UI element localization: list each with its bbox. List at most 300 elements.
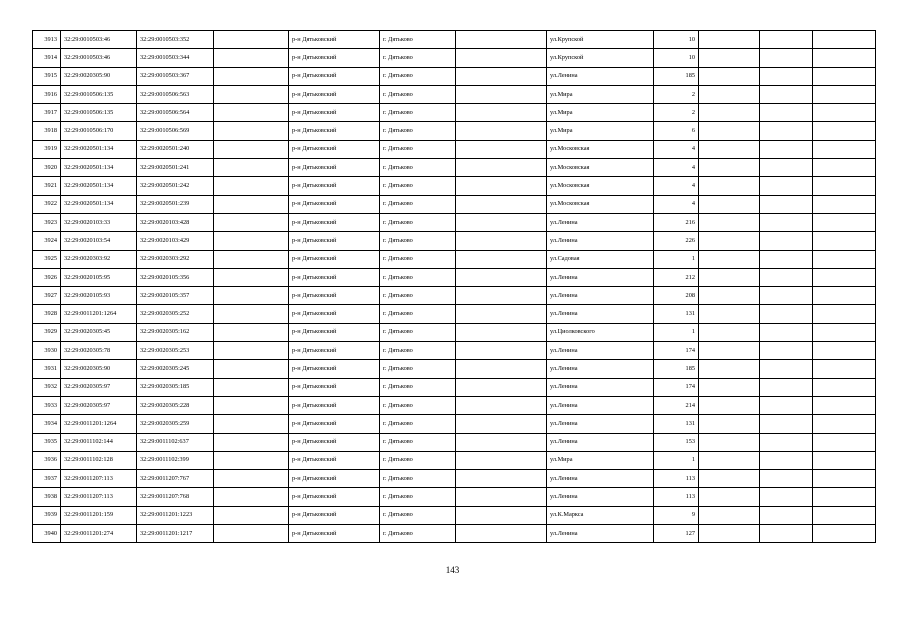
object-cadastral-number-cell: 32:29:0011207:767 [137, 470, 214, 488]
empty-cell [760, 433, 813, 451]
cadastral-number-cell: 32:29:0020103:33 [61, 213, 137, 231]
row-number-cell: 3928 [33, 305, 61, 323]
empty-cell [699, 232, 760, 250]
cadastral-number-cell: 32:29:0020303:92 [61, 250, 137, 268]
district-cell: р-н Дятьковский [289, 159, 380, 177]
district-cell: р-н Дятьковский [289, 451, 380, 469]
cadastral-number-cell: 32:29:0020105:95 [61, 268, 137, 286]
cadastral-number-cell: 32:29:0011201:274 [61, 525, 137, 543]
empty-cell [214, 506, 289, 524]
empty-cell [214, 287, 289, 305]
house-number-cell: 214 [654, 396, 699, 414]
cadastral-number-cell: 32:29:0011207:113 [61, 488, 137, 506]
street-cell: ул.Крупской [547, 31, 654, 49]
empty-cell [813, 213, 876, 231]
empty-cell [456, 305, 547, 323]
table-row [33, 177, 876, 195]
house-number-cell: 208 [654, 287, 699, 305]
empty-cell [699, 287, 760, 305]
cadastral-number-cell: 32:29:0020305:45 [61, 323, 137, 341]
table-row [33, 250, 876, 268]
street-cell: ул.Московская [547, 177, 654, 195]
street-cell: ул.Ленина [547, 470, 654, 488]
empty-cell [760, 488, 813, 506]
empty-cell [456, 451, 547, 469]
street-cell: ул.Ленина [547, 268, 654, 286]
empty-cell [813, 378, 876, 396]
locality-cell: г. Дятьково [380, 232, 456, 250]
empty-cell [214, 31, 289, 49]
district-cell: р-н Дятьковский [289, 287, 380, 305]
empty-cell [760, 67, 813, 85]
empty-cell [699, 195, 760, 213]
empty-cell [214, 323, 289, 341]
empty-cell [699, 122, 760, 140]
object-cadastral-number-cell: 32:29:0020501:240 [137, 140, 214, 158]
locality-cell: г. Дятьково [380, 122, 456, 140]
empty-cell [813, 140, 876, 158]
locality-cell: г. Дятьково [380, 415, 456, 433]
row-number-cell: 3939 [33, 506, 61, 524]
object-cadastral-number-cell: 32:29:0010506:564 [137, 104, 214, 122]
empty-cell [214, 49, 289, 67]
district-cell: р-н Дятьковский [289, 213, 380, 231]
cadastral-number-cell: 32:29:0010503:46 [61, 49, 137, 67]
cadastral-number-cell: 32:29:0010506:170 [61, 122, 137, 140]
empty-cell [456, 396, 547, 414]
house-number-cell: 4 [654, 159, 699, 177]
house-number-cell: 185 [654, 360, 699, 378]
table-row [33, 451, 876, 469]
empty-cell [760, 268, 813, 286]
street-cell: ул.Московская [547, 195, 654, 213]
row-number-cell: 3921 [33, 177, 61, 195]
object-cadastral-number-cell: 32:29:0010506:563 [137, 85, 214, 103]
empty-cell [760, 378, 813, 396]
cadastral-number-cell: 32:29:0020305:97 [61, 396, 137, 414]
empty-cell [456, 287, 547, 305]
empty-cell [699, 378, 760, 396]
street-cell: ул.Крупской [547, 49, 654, 67]
empty-cell [456, 104, 547, 122]
empty-cell [456, 122, 547, 140]
empty-cell [699, 451, 760, 469]
table-row [33, 323, 876, 341]
district-cell: р-н Дятьковский [289, 525, 380, 543]
empty-cell [760, 232, 813, 250]
empty-cell [813, 433, 876, 451]
house-number-cell: 1 [654, 323, 699, 341]
locality-cell: г. Дятьково [380, 67, 456, 85]
house-number-cell: 185 [654, 67, 699, 85]
locality-cell: г. Дятьково [380, 213, 456, 231]
empty-cell [760, 342, 813, 360]
empty-cell [214, 195, 289, 213]
table-row [33, 195, 876, 213]
district-cell: р-н Дятьковский [289, 433, 380, 451]
street-cell: ул.Ленина [547, 213, 654, 231]
empty-cell [456, 159, 547, 177]
object-cadastral-number-cell: 32:29:0020501:239 [137, 195, 214, 213]
empty-cell [699, 67, 760, 85]
empty-cell [456, 177, 547, 195]
house-number-cell: 153 [654, 433, 699, 451]
row-number-cell: 3932 [33, 378, 61, 396]
row-number-cell: 3940 [33, 525, 61, 543]
empty-cell [214, 104, 289, 122]
house-number-cell: 4 [654, 177, 699, 195]
street-cell: ул.Ленина [547, 396, 654, 414]
empty-cell [456, 415, 547, 433]
locality-cell: г. Дятьково [380, 287, 456, 305]
empty-cell [699, 396, 760, 414]
empty-cell [456, 85, 547, 103]
district-cell: р-н Дятьковский [289, 488, 380, 506]
cadastral-number-cell: 32:29:0011201:159 [61, 506, 137, 524]
empty-cell [214, 525, 289, 543]
object-cadastral-number-cell: 32:29:0011102:399 [137, 451, 214, 469]
row-number-cell: 3916 [33, 85, 61, 103]
empty-cell [813, 85, 876, 103]
row-number-cell: 3926 [33, 268, 61, 286]
empty-cell [699, 140, 760, 158]
street-cell: ул.Садовая [547, 250, 654, 268]
locality-cell: г. Дятьково [380, 525, 456, 543]
empty-cell [813, 451, 876, 469]
table-row [33, 378, 876, 396]
house-number-cell: 10 [654, 31, 699, 49]
table-row [33, 232, 876, 250]
object-cadastral-number-cell: 32:29:0020501:242 [137, 177, 214, 195]
object-cadastral-number-cell: 32:29:0020305:252 [137, 305, 214, 323]
street-cell: ул.Ленина [547, 305, 654, 323]
empty-cell [214, 232, 289, 250]
empty-cell [813, 415, 876, 433]
locality-cell: г. Дятьково [380, 433, 456, 451]
empty-cell [813, 195, 876, 213]
table-row [33, 49, 876, 67]
object-cadastral-number-cell: 32:29:0020303:292 [137, 250, 214, 268]
row-number-cell: 3913 [33, 31, 61, 49]
empty-cell [760, 104, 813, 122]
empty-cell [813, 104, 876, 122]
empty-cell [214, 67, 289, 85]
empty-cell [699, 213, 760, 231]
table-row [33, 104, 876, 122]
table-row [33, 305, 876, 323]
empty-cell [214, 85, 289, 103]
empty-cell [760, 49, 813, 67]
locality-cell: г. Дятьково [380, 49, 456, 67]
empty-cell [699, 305, 760, 323]
district-cell: р-н Дятьковский [289, 415, 380, 433]
street-cell: ул.Ленина [547, 287, 654, 305]
table-row [33, 360, 876, 378]
house-number-cell: 6 [654, 122, 699, 140]
street-cell: ул.Мира [547, 122, 654, 140]
empty-cell [760, 470, 813, 488]
table-row [33, 525, 876, 543]
house-number-cell: 226 [654, 232, 699, 250]
object-cadastral-number-cell: 32:29:0020105:357 [137, 287, 214, 305]
house-number-cell: 174 [654, 342, 699, 360]
empty-cell [699, 323, 760, 341]
object-cadastral-number-cell: 32:29:0020103:429 [137, 232, 214, 250]
empty-cell [214, 378, 289, 396]
empty-cell [760, 85, 813, 103]
table-row [33, 506, 876, 524]
street-cell: ул.Мира [547, 104, 654, 122]
empty-cell [214, 360, 289, 378]
district-cell: р-н Дятьковский [289, 177, 380, 195]
row-number-cell: 3936 [33, 451, 61, 469]
table-body [33, 31, 876, 543]
district-cell: р-н Дятьковский [289, 250, 380, 268]
table-row [33, 67, 876, 85]
object-cadastral-number-cell: 32:29:0011201:1217 [137, 525, 214, 543]
empty-cell [760, 525, 813, 543]
empty-cell [699, 177, 760, 195]
object-cadastral-number-cell: 32:29:0020105:356 [137, 268, 214, 286]
object-cadastral-number-cell: 32:29:0020501:241 [137, 159, 214, 177]
empty-cell [813, 250, 876, 268]
empty-cell [214, 305, 289, 323]
empty-cell [214, 451, 289, 469]
district-cell: р-н Дятьковский [289, 104, 380, 122]
empty-cell [214, 268, 289, 286]
empty-cell [813, 122, 876, 140]
locality-cell: г. Дятьково [380, 268, 456, 286]
empty-cell [456, 433, 547, 451]
district-cell: р-н Дятьковский [289, 342, 380, 360]
house-number-cell: 127 [654, 525, 699, 543]
district-cell: р-н Дятьковский [289, 85, 380, 103]
empty-cell [456, 195, 547, 213]
empty-cell [214, 159, 289, 177]
empty-cell [456, 488, 547, 506]
cadastral-number-cell: 32:29:0011102:128 [61, 451, 137, 469]
object-cadastral-number-cell: 32:29:0020305:245 [137, 360, 214, 378]
street-cell: ул.Московская [547, 140, 654, 158]
locality-cell: г. Дятьково [380, 104, 456, 122]
cadastral-number-cell: 32:29:0020305:90 [61, 67, 137, 85]
district-cell: р-н Дятьковский [289, 122, 380, 140]
house-number-cell: 131 [654, 415, 699, 433]
empty-cell [813, 232, 876, 250]
empty-cell [456, 323, 547, 341]
table-row [33, 213, 876, 231]
empty-cell [456, 470, 547, 488]
empty-cell [456, 525, 547, 543]
page-number: 143 [445, 565, 460, 575]
table-row [33, 31, 876, 49]
empty-cell [760, 122, 813, 140]
street-cell: ул.Московская [547, 159, 654, 177]
cadastral-number-cell: 32:29:0011201:1264 [61, 415, 137, 433]
row-number-cell: 3938 [33, 488, 61, 506]
empty-cell [456, 360, 547, 378]
district-cell: р-н Дятьковский [289, 305, 380, 323]
table-row [33, 287, 876, 305]
row-number-cell: 3935 [33, 433, 61, 451]
empty-cell [456, 342, 547, 360]
street-cell: ул.Ленина [547, 433, 654, 451]
empty-cell [813, 525, 876, 543]
empty-cell [699, 360, 760, 378]
object-cadastral-number-cell: 32:29:0020305:259 [137, 415, 214, 433]
table-row [33, 415, 876, 433]
cadastral-number-cell: 32:29:0020305:90 [61, 360, 137, 378]
cadastral-number-cell: 32:29:0020305:97 [61, 378, 137, 396]
object-cadastral-number-cell: 32:29:0020305:253 [137, 342, 214, 360]
row-number-cell: 3930 [33, 342, 61, 360]
street-cell: ул.Ленина [547, 525, 654, 543]
empty-cell [699, 104, 760, 122]
empty-cell [699, 49, 760, 67]
empty-cell [760, 159, 813, 177]
empty-cell [214, 213, 289, 231]
registry-table [32, 30, 876, 543]
street-cell: ул.Ленина [547, 67, 654, 85]
empty-cell [699, 433, 760, 451]
object-cadastral-number-cell: 32:29:0010506:569 [137, 122, 214, 140]
empty-cell [456, 49, 547, 67]
empty-cell [699, 342, 760, 360]
street-cell: ул.Циолковского [547, 323, 654, 341]
cadastral-number-cell: 32:29:0020105:93 [61, 287, 137, 305]
empty-cell [760, 195, 813, 213]
locality-cell: г. Дятьково [380, 177, 456, 195]
locality-cell: г. Дятьково [380, 159, 456, 177]
empty-cell [699, 415, 760, 433]
empty-cell [813, 488, 876, 506]
cadastral-number-cell: 32:29:0011207:113 [61, 470, 137, 488]
row-number-cell: 3937 [33, 470, 61, 488]
object-cadastral-number-cell: 32:29:0020305:185 [137, 378, 214, 396]
empty-cell [456, 213, 547, 231]
empty-cell [456, 506, 547, 524]
empty-cell [760, 360, 813, 378]
district-cell: р-н Дятьковский [289, 195, 380, 213]
street-cell: ул.Ленина [547, 378, 654, 396]
row-number-cell: 3927 [33, 287, 61, 305]
empty-cell [813, 396, 876, 414]
table-row [33, 122, 876, 140]
empty-cell [699, 31, 760, 49]
locality-cell: г. Дятьково [380, 85, 456, 103]
table-row [33, 159, 876, 177]
house-number-cell: 113 [654, 470, 699, 488]
row-number-cell: 3923 [33, 213, 61, 231]
district-cell: р-н Дятьковский [289, 232, 380, 250]
empty-cell [760, 31, 813, 49]
house-number-cell: 174 [654, 378, 699, 396]
district-cell: р-н Дятьковский [289, 506, 380, 524]
table-row [33, 488, 876, 506]
empty-cell [456, 250, 547, 268]
house-number-cell: 2 [654, 85, 699, 103]
house-number-cell: 216 [654, 213, 699, 231]
empty-cell [813, 360, 876, 378]
row-number-cell: 3920 [33, 159, 61, 177]
street-cell: ул.Мира [547, 451, 654, 469]
cadastral-number-cell: 32:29:0020305:78 [61, 342, 137, 360]
empty-cell [456, 140, 547, 158]
locality-cell: г. Дятьково [380, 396, 456, 414]
locality-cell: г. Дятьково [380, 451, 456, 469]
cadastral-number-cell: 32:29:0020501:134 [61, 195, 137, 213]
house-number-cell: 113 [654, 488, 699, 506]
row-number-cell: 3917 [33, 104, 61, 122]
empty-cell [760, 140, 813, 158]
row-number-cell: 3914 [33, 49, 61, 67]
cadastral-number-cell: 32:29:0011102:144 [61, 433, 137, 451]
locality-cell: г. Дятьково [380, 360, 456, 378]
district-cell: р-н Дятьковский [289, 268, 380, 286]
empty-cell [699, 506, 760, 524]
empty-cell [214, 342, 289, 360]
house-number-cell: 10 [654, 49, 699, 67]
empty-cell [760, 177, 813, 195]
table-row [33, 433, 876, 451]
empty-cell [813, 305, 876, 323]
object-cadastral-number-cell: 32:29:0011207:768 [137, 488, 214, 506]
locality-cell: г. Дятьково [380, 195, 456, 213]
cadastral-number-cell: 32:29:0020501:134 [61, 177, 137, 195]
empty-cell [699, 268, 760, 286]
locality-cell: г. Дятьково [380, 378, 456, 396]
object-cadastral-number-cell: 32:29:0020305:228 [137, 396, 214, 414]
empty-cell [760, 213, 813, 231]
district-cell: р-н Дятьковский [289, 67, 380, 85]
empty-cell [813, 470, 876, 488]
empty-cell [760, 250, 813, 268]
object-cadastral-number-cell: 32:29:0010503:344 [137, 49, 214, 67]
house-number-cell: 212 [654, 268, 699, 286]
object-cadastral-number-cell: 32:29:0010503:352 [137, 31, 214, 49]
district-cell: р-н Дятьковский [289, 323, 380, 341]
street-cell: ул.Ленина [547, 415, 654, 433]
empty-cell [813, 67, 876, 85]
empty-cell [214, 488, 289, 506]
empty-cell [760, 506, 813, 524]
empty-cell [760, 396, 813, 414]
cadastral-number-cell: 32:29:0011201:1264 [61, 305, 137, 323]
empty-cell [214, 415, 289, 433]
empty-cell [813, 287, 876, 305]
empty-cell [813, 323, 876, 341]
empty-cell [813, 177, 876, 195]
row-number-cell: 3919 [33, 140, 61, 158]
empty-cell [760, 305, 813, 323]
locality-cell: г. Дятьково [380, 488, 456, 506]
empty-cell [760, 287, 813, 305]
empty-cell [760, 451, 813, 469]
empty-cell [456, 378, 547, 396]
row-number-cell: 3934 [33, 415, 61, 433]
locality-cell: г. Дятьково [380, 140, 456, 158]
street-cell: ул.Мира [547, 85, 654, 103]
locality-cell: г. Дятьково [380, 250, 456, 268]
empty-cell [699, 525, 760, 543]
empty-cell [214, 396, 289, 414]
locality-cell: г. Дятьково [380, 342, 456, 360]
empty-cell [813, 49, 876, 67]
district-cell: р-н Дятьковский [289, 470, 380, 488]
empty-cell [456, 232, 547, 250]
district-cell: р-н Дятьковский [289, 49, 380, 67]
table-row [33, 342, 876, 360]
